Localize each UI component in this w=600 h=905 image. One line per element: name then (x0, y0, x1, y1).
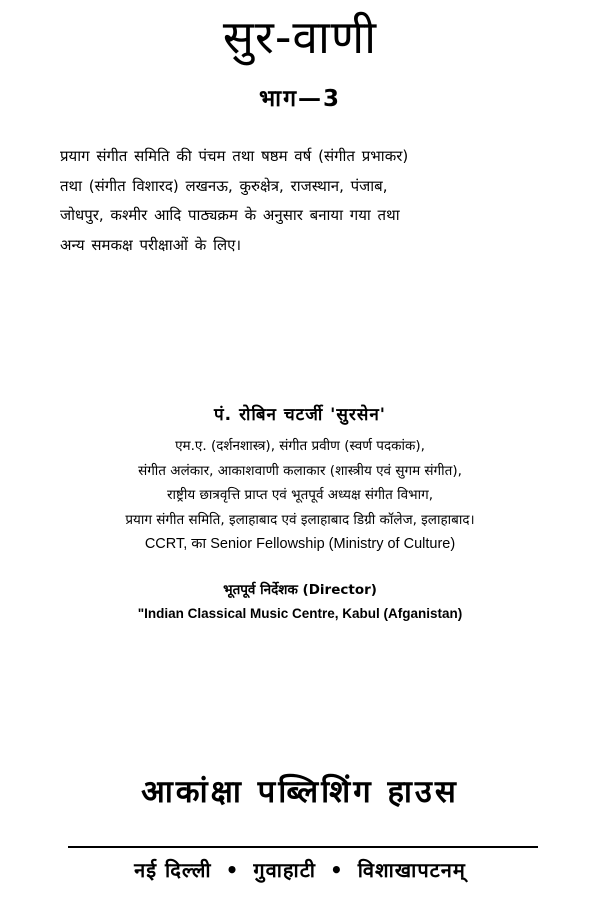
intro-paragraph (60, 142, 560, 260)
qualification-line: राष्ट्रीय छात्रवृत्ति प्राप्त एवं भूतपूर्व अध्यक्ष संगीत विभाग, (166, 487, 434, 503)
qualification-line: संगीत अलंकार, आकाशवाणी कलाकार (शास्त्रीय एवं सुगम संगीत), (138, 462, 462, 479)
qualification-line: प्रयाग संगीत समिति, इलाहाबाद एवं इलाहाबाद डिग्री कॉलेज, इलाहाबाद। (125, 511, 475, 528)
city-name: नई दिल्ली (134, 858, 212, 882)
part-number: भाग—3 (258, 86, 342, 112)
book-title: सुर-वाणी (222, 10, 378, 64)
intro-line: अन्य समकक्ष परीक्षाओं के लिए। (60, 235, 242, 254)
publisher-name: आकांक्षा पब्लिशिंग हाउस (141, 774, 459, 810)
bullet-separator: • (329, 858, 344, 882)
divider-rule (68, 846, 538, 848)
publisher-cities (0, 852, 600, 888)
intro-line: जोधपुर, कश्मीर आदि पाठ्यक्रम के अनुसार बनाया गया तथा (60, 206, 400, 224)
former-organization: "Indian Classical Music Centre, Kabul (Afganistan) (137, 606, 463, 621)
former-position (0, 578, 600, 626)
city-name: विशाखापटनम् (357, 858, 466, 882)
qualification-line: CCRT, का Senior Fellowship (Ministry of Culture) (144, 536, 456, 552)
qualification-line: एम.ए. (दर्शनशास्त्र), संगीत प्रवीण (स्वर्ण पदकांक), (175, 438, 425, 454)
author-name: पं. रोबिन चटर्जी 'सुरसेन' (214, 405, 386, 425)
bullet-separator: • (225, 858, 240, 882)
city-name: गुवाहाटी (253, 858, 316, 882)
intro-line: तथा (संगीत विशारद) लखनऊ, कुरुक्षेत्र, राजस्थान, पंजाब, (60, 176, 388, 195)
former-role: भूतपूर्व निर्देशक (Director) (223, 582, 377, 598)
author-qualifications (0, 434, 600, 557)
intro-line: प्रयाग संगीत समिति की पंचम तथा षष्ठम वर्ष (संगीत प्रभाकर) (60, 147, 409, 165)
